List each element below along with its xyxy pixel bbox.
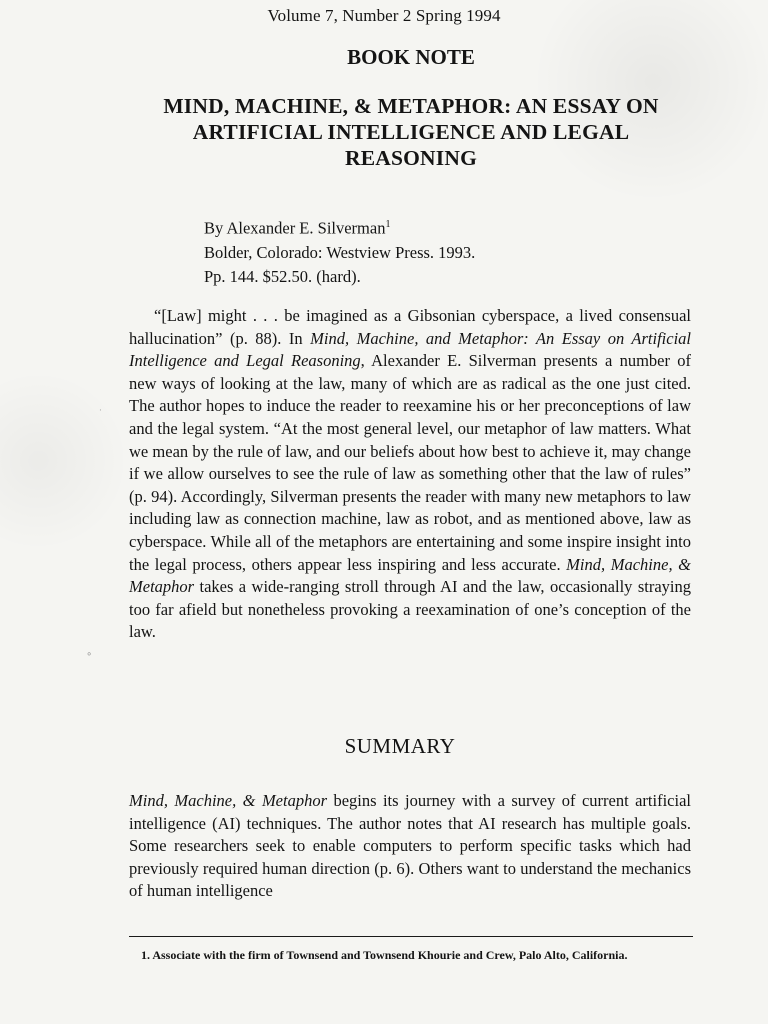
scan-artifact-small: · <box>99 406 102 416</box>
section-label: BOOK NOTE <box>347 45 475 69</box>
intro-text-3: takes a wide-ranging stroll through AI and the law, occasionally straying too far afield but nonetheless provoking a reexamination of one’s conception of the law. <box>129 577 691 642</box>
intro-text-2: , Alexander E. Silverman presents a number of new ways of looking at the law, many of which are as radical as the one just cited. The author hopes to induce the reader to reexamine his or her preconceptions of law and the legal system. “At the most general level, our metaphor of law matters. What we mean by the rule of law, and our beliefs about how best to achieve it, may change if we allow ourselves to see the rule of law as something other that the law of rules” (p. 94). Accordingly, Silverman presents the reader with many new metaphors to law including law as connection machine, law as robot, and as mentioned above, law as cyberspace. While all of the metaphors are entertaining and some inspire insight into the legal process, others appear less inspiring and less accurate. <box>129 351 691 574</box>
byline <box>204 213 475 289</box>
summary-book-title: Mind, Machine, & Metaphor <box>129 791 328 810</box>
footnote: 1. Associate with the firm of Townsend and Townsend Khourie and Crew, Palo Alto, California. <box>141 948 628 962</box>
scan-artifact: ∘ <box>86 649 93 660</box>
intro-text-1: “[Law] might . . . be imagined as a Gibsonian cyberspace, a lived consensual hallucination” (p. 88). In <box>129 306 691 348</box>
intro-book-short-title: Mind, Machine, & Metaphor <box>129 554 692 597</box>
byline-pages-price: Pp. 144. $52.50. (hard). <box>204 266 361 286</box>
intro-book-title: Mind, Machine, and Metaphor: An Essay on Artificial Intelligence and Legal Reasoning <box>129 328 691 371</box>
author-name: By Alexander E. Silverman <box>204 218 386 238</box>
byline-publisher: Bolder, Colorado: Westview Press. 1993. <box>204 242 476 262</box>
footnote-ref: 1 <box>385 219 391 230</box>
summary-heading: SUMMARY <box>344 734 456 758</box>
summary-text: begins its journey with a survey of current artificial intelligence (AI) techniques. The author notes that AI research has multiple goals. Some researchers seek to enable computers to perform specific tasks which had previously required human direction (p. 6). Others want to understand the mechanics of human intelligence <box>129 791 691 901</box>
intro-paragraph <box>129 305 691 644</box>
byline-author <box>204 213 475 241</box>
article-title: MIND, MACHINE, & METAPHOR: AN ESSAY ON ARTIFICIAL INTELLIGENCE AND LEGAL REASONING <box>163 94 659 170</box>
summary-paragraph <box>129 790 691 903</box>
journal-header: Volume 7, Number 2 Spring 1994 <box>267 6 501 25</box>
footnote-divider <box>129 936 693 937</box>
